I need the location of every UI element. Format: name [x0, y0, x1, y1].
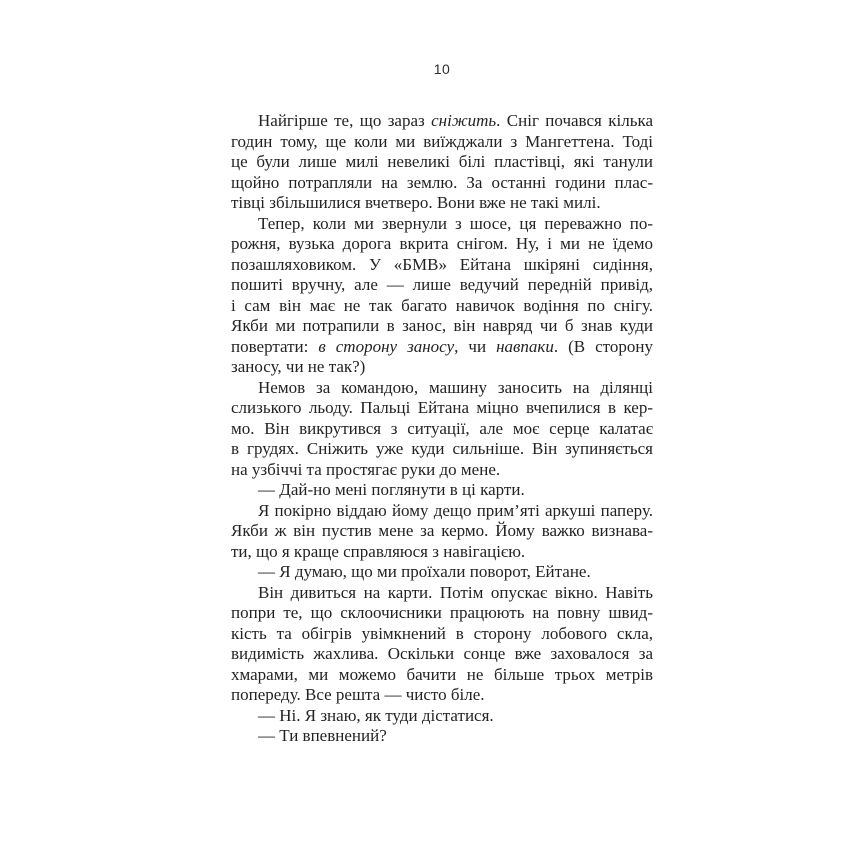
text-segment: щойно потрапляли на землю. За останні години плас-: [231, 172, 653, 192]
text-segment: попри те, що склоочисники працюють на повну швид-: [231, 603, 653, 622]
text-line: [231, 255, 653, 276]
text-segment: це були лише милі невеликі білі пластівці, які танули: [231, 152, 653, 171]
text-line: [231, 398, 653, 419]
text-line: [231, 439, 653, 460]
text-segment: заносу, чи не так?): [231, 357, 366, 376]
text-line: [231, 603, 653, 624]
text-line: [231, 501, 653, 522]
text-segment: — Дай-но мені поглянути в ці карти.: [258, 480, 525, 499]
text-segment: попереду. Все решта — чисто біле.: [231, 685, 485, 704]
text-line: [231, 152, 653, 173]
text-line: [231, 173, 653, 194]
text-line: [231, 214, 653, 235]
italic-text-segment: сніжить: [431, 111, 497, 130]
text-segment: і сам він має не так багато навичок водіння по снігу.: [231, 295, 653, 315]
text-segment: Найгірше те, що зараз: [258, 111, 432, 130]
text-segment: Тепер, коли ми звернули з шосе, ця переважно по-: [258, 213, 653, 233]
text-segment: . (В сторону: [553, 336, 653, 356]
text-segment: Немов за командою, машину заносить на ділянці: [258, 377, 653, 397]
text-line: [231, 296, 653, 317]
text-segment: кість та обігрів увімкнений в сторону лобового скла,: [231, 623, 653, 643]
text-line: [231, 316, 653, 337]
text-line: [231, 357, 653, 378]
text-line: [231, 521, 653, 542]
text-segment: Я покірно віддаю йому дещо прим’яті аркуші паперу.: [258, 500, 653, 520]
text-segment: тівці збільшилися вчетверо. Вони вже не такі милі.: [231, 193, 601, 212]
text-segment: Якби ми потрапили в занос, він навряд чи б знав куди: [231, 316, 653, 335]
text-line: [231, 378, 653, 399]
text-line: [231, 234, 653, 255]
page-text: [231, 111, 653, 747]
text-line: [231, 562, 653, 583]
text-line: [231, 542, 653, 563]
text-segment: . Сніг почався кілька: [496, 111, 653, 130]
text-segment: — Ні. Я знаю, як туди дістатися.: [258, 705, 494, 725]
text-line: [231, 111, 653, 132]
text-segment: , чи: [454, 336, 497, 356]
text-segment: слизького льоду. Пальці Ейтана міцно вчепилися в кер-: [231, 398, 653, 417]
text-segment: Він дивиться на карти. Потім опускає вікно. Навіть: [258, 582, 653, 602]
text-line: [231, 624, 653, 645]
page-number: 10: [433, 61, 451, 77]
text-line: [231, 275, 653, 296]
text-segment: — Ти впевнений?: [258, 726, 387, 745]
text-segment: в грудях. Сніжить уже куди сильніше. Він зупиняється: [231, 439, 653, 458]
italic-text-segment: навпаки: [496, 336, 554, 356]
text-line: [231, 706, 653, 727]
text-line: [231, 685, 653, 706]
text-line: [231, 337, 653, 358]
text-segment: ти, що я краще справляюся з навігацією.: [231, 541, 526, 561]
text-segment: позашляховиком. У «БМВ» Ейтана шкіряні сидіння,: [231, 254, 653, 274]
text-segment: годин тому, ще коли ми виїжджали з Мангеттена. Тоді: [231, 131, 653, 151]
text-segment: повертати:: [231, 336, 319, 356]
text-segment: мо. Він викрутився з ситуації, але моє серце калатає: [231, 418, 653, 438]
text-line: [231, 460, 653, 481]
text-segment: видимість жахлива. Оскільки сонце вже заховалося за: [231, 644, 653, 663]
text-line: [231, 583, 653, 604]
text-line: [231, 665, 653, 686]
italic-text-segment: в сторону заносу: [318, 336, 455, 356]
text-segment: — Я думаю, що ми проїхали поворот, Ейтане.: [258, 562, 591, 581]
text-segment: Якби ж він пустив мене за кермо. Йому важко визнава-: [231, 521, 653, 540]
text-segment: на узбіччі та простягає руки до мене.: [231, 459, 501, 479]
text-line: [231, 726, 653, 747]
text-segment: хмарами, ми можемо бачити не більше трьох метрів: [231, 664, 653, 684]
text-line: [231, 419, 653, 440]
text-line: [231, 644, 653, 665]
text-segment: рожня, вузька дорога вкрита снігом. Ну, і ми не їдемо: [231, 234, 653, 253]
text-segment: пошиті вручну, але — лише ведучий передній привід,: [231, 275, 653, 294]
text-line: [231, 132, 653, 153]
text-line: [231, 193, 653, 214]
text-line: [231, 480, 653, 501]
